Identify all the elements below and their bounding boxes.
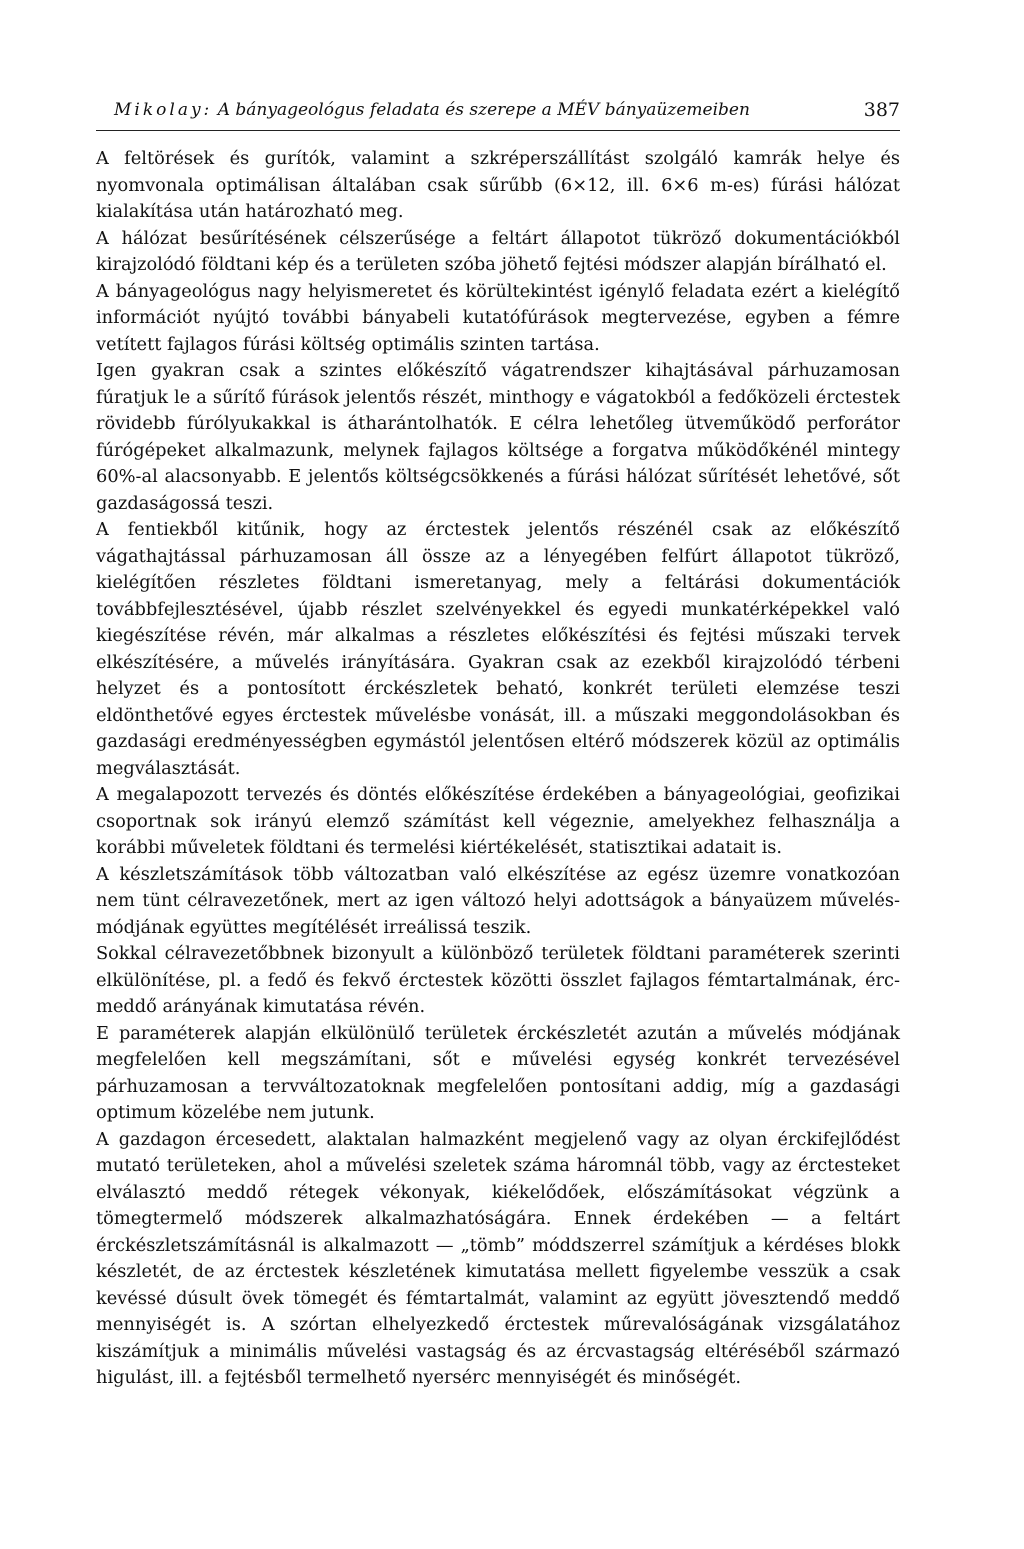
paragraph: A megalapozott tervezés és döntés előkészítése érdekében a bányageológiai, geofizikai csoportnak sok irányú elemző számítást kell végeznie, amelyekhez felhasználja a korábbi műveletek földtani és termelési kiértékelését, statisztikai adatait is.: [96, 784, 900, 858]
page-number: 387: [863, 99, 900, 121]
author-name: Mikolay:: [114, 100, 213, 120]
paragraph: Sokkal célravezetőbbnek bizonyult a különböző területek földtani paraméterek szerinti elkülönítése, pl. a fedő és fekvő érctestek közötti összlet fajlagos fémtartalmának, érc-meddő arányának kimutatása révén.: [96, 943, 900, 1017]
running-head: [96, 96, 900, 131]
paragraph: A készletszámítások több változatban való elkészítése az egész üzemre vonatkozóan nem tünt célravezetőnek, mert az igen változó helyi adottságok a bányaüzem művelés-módjának együttes megítélését irreálissá teszik.: [96, 863, 900, 938]
paragraph: A bányageológus nagy helyismeretet és körültekintést igénylő feladata ezért a kielégítő információt nyújtó további bányabeli kutatófúrások megtervezése, egyben a fémre vetített fajlagos fúrási költség optimális szinten tartása.: [96, 280, 900, 355]
paragraph: A fentiekből kitűnik, hogy az érctestek jelentős részénél csak az előkészítő vágathajtással párhuzamosan áll össze az a lényegében felfúrt állapotot tükröző, kielégítően részletes földtani ismeretanyag, mely a feltárási dokumentációk továbbfejlesztésével, újabb részlet szelvényekkel és egyedi munkatérképekkel való kiegészítése révén, már alkalmas a részletes előkészítési és fejtési műszaki tervek elkészítésére, a művelés irányítására. Gyakran csak az ezekből kirajzolódó térbeni helyzet és a pontosított érckészletek beható, konkrét területi elemzése teszi eldönthetővé egyes érctestek művelésbe vonását, ill. a műszaki meggondolásokban és gazdasági eredményességben egymástól jelentősen eltérő módszerek közül az optimális megválasztását.: [96, 519, 900, 779]
paragraph: A gazdagon ércesedett, alaktalan halmazként megjelenő vagy az olyan érckifejlődést mutató területeken, ahol a művelési szeletek száma háromnál több, vagy az érctesteket elválasztó meddő rétegek vékonyak, kiékelődőek, előszámításokat végzünk a tömegtermelő módszerek alkalmazhatóságára. Ennek érdekében — a feltárt érckészletszámításnál is alkalmazott — „tömb” móddszerrel számítjuk a kérdéses blokk készletét, de az érctestek készletének kimutatása mellett figyelembe vesszük a csak kevéssé dúsult övek tömegét és fémtartalmát, valamint az együtt jövesztendő meddő mennyiségét is. A szórtan elhelyezkedő érctestek műrevalóságának vizsgálatához kiszámítjuk a minimális művelési vastagság és az ércvastagság eltéréséből származó higulást, ill. a fejtésből termelhető nyersérc mennyiségét és minőségét.: [96, 1128, 900, 1388]
article-title: A bányageológus feladata és szerepe a MÉV bányaüzemeiben: [217, 100, 750, 120]
paragraph: A feltörések és gurítók, valamint a szkréperszállítást szolgáló kamrák helye és nyomvonala optimálisan általában csak sűrűbb (6×12, ill. 6×6 m-es) fúrási hálózat kialakítása után határozható meg.: [96, 148, 900, 222]
paragraph: Igen gyakran csak a szintes előkészítő vágatrendszer kihajtásával párhuzamosan fúratjuk le a sűrítő fúrások jelentős részét, minthogy e vágatokból a fedőközeli érctestek rövidebb fúrólyukakkal is átharántolhatók. E célra lehetőleg ütveműködő perforátor fúrógépeket alkalmazunk, melynek fajlagos költsége a forgatva működőkénél mintegy 60%-al alacsonyabb. E jelentős költségcsökkenés a fúrási hálózat sűrítését lehetővé, sőt gazdaságossá teszi.: [96, 360, 900, 514]
page: [96, 96, 900, 1392]
paragraph: E paraméterek alapján elkülönülő területek érckészletét azután a művelés módjának megfelelően kell megszámítani, sőt e művelési egység konkrét tervezésével párhuzamosan a tervváltozatoknak megfelelően pontosítani addig, míg a gazdasági optimum közelébe nem jutunk.: [96, 1022, 900, 1123]
running-title: [114, 96, 750, 124]
article-body: [96, 146, 900, 1392]
paragraph: A hálózat besűrítésének célszerűsége a feltárt állapotot tükröző dokumentációkból kirajzolódó földtani kép és a területen szóba jöhető fejtési módszer alapján bírálható el.: [96, 227, 900, 275]
